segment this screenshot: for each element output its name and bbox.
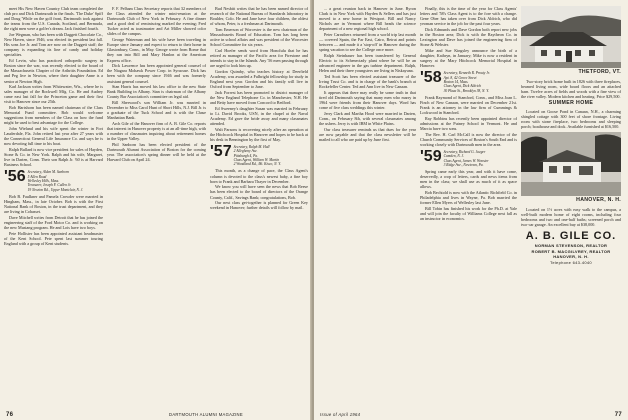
paragraph: Bob B. Faulkner and Pamela Crowder were married in Hingham, Mass., in late October. Bob is with the First National Bank of Boston, in the trust department, and they are living in Cohasset. [4,193,103,215]
left-page [0,0,312,420]
paragraph: Walt Parsons is recovering nicely after an operation at the Hitchcock Hospital in Hanover and hopes to be back at his desk in Bennington by the first of May. [210,126,308,142]
class-secretary [444,150,489,167]
class-year: '57 [210,143,232,160]
page-number: 76 [6,412,14,418]
paragraph: Dave Mitchell writes from Detroit that he has joined the engineering staff of the Ford Motor Co. and is working on the new Mustang program. He and Lois have two boys. [4,214,103,231]
paragraph: Peter Carruthers returned from a world trip last month — covered Spain, the Far East, Cairo, Beirut and points between — and made it a 'stop-off' in Hanover during the spring vacation to see the College once more. [319,32,416,53]
paragraph: John Wieland and his wife spent the winter in Fort Lauderdale, Fla. John retired last year after 27 years with the Connecticut General Life Insurance Co. and says he is now devoting full time to his boat. [4,126,103,147]
issue-date: Issue of April 1964 [320,412,361,417]
right-column-1 [319,6,416,406]
class-secretary [234,145,281,166]
firm-location: HANOVER, N. H. [553,254,589,260]
paragraph: Our class treasurer reminds us that dues for the year are now payable and that the class newsletter will be mailed to all who are paid up by June first. [319,126,416,142]
paragraph: Ted Scott has been elected assistant treasurer of the Irving Trust Co. and is in charge of the bank's branch at Rockefeller Center. Ted and Ann live in New Canaan. [319,74,416,90]
paragraph: Arch Gile of the Hanover firm of A. B. Gile Co. reports that interest in Hanover property is at an all-time high, with a number of classmates inquiring about retirement homes in the Upper Valley. [107,121,206,142]
left-footer [6,412,306,418]
paragraph: We know you will have seen the news that Bob Reese has been elected to the board of directors of the Orange County, Calif., Savings Bank; congratulations, Bob. [210,184,308,200]
paragraph: Tom Emerson of Worcester is the new chairman of the Massachusetts Board of Education. Tom has long been active in school affairs and was president of the Worcester School Committee for six years. [210,26,308,48]
class-secretary [28,170,84,191]
summer-home-title: SUMMER HOME [548,100,594,107]
treasurer-info: Treasurer, Joseph F. Cullen Jr. 19 Newton Rd., Upper Montclair, N. J. [27,183,84,192]
right-page [314,0,628,420]
paragraph: Jerry Clark and Martha Hood were married in Darien, Conn., on February 8th, with several classmates among the ushers. Jerry is with IBM in White Plains. [319,110,416,127]
agent-info: Class Agent, James W. Wooster 3 Ridge Ave., Newtown, Pa. [443,158,489,167]
paragraph: Ed Sweeney's daughter Susan was married in February to Lt. David Brooks, USN, in the chapel at the Naval Academy. Ed gave the bride away and many classmates attended. [210,105,308,127]
class-secretary [444,71,490,92]
paragraph: Mike and Sue Kingsley announce the birth of a daughter, Kathryn, in January; Mike is now a resident in surgery at the Mary Hitchcock Memorial Hospital in Hanover. [420,47,517,69]
hanover-house-photo [521,132,621,196]
left-column-2 [107,6,206,406]
class-year: '56 [4,168,26,186]
class-header-58 [420,71,517,92]
realtor-line: NORMAN STEVENSON, REALTOR [534,243,608,249]
class-year: '59 [420,147,442,165]
paragraph: Our next class get-together is planned for Green Key weekend in Hanover; further details will follow by mail. [210,200,308,211]
firm-name: A. B. GILE CO. [525,230,617,243]
agent-info: Class Agent, Dick Aldrich 30 Plaza St., Brooklyn 38, N. Y. [443,84,489,93]
paragraph: Bob Hartshorn has been named chairman of the Class Memorial Fund committee. Bob would welcome suggestions from members of the Class on how the fund might be used to best advantage for the College. [4,105,103,126]
right-column-2 [420,6,517,406]
paragraph: It appears that there may really be some truth in that tired old Dartmouth saying that many men who marry in 1964 were friends from their Hanover days. Word has come of five class weddings this winter. [319,89,416,111]
thetford-caption: THETFORD, VT. [578,69,621,75]
paragraph: Ed Levin, who has practiced orthopedic surgery in Boston since the war, was recently elected to the board of the Massachusetts Chapter of the Arthritis Foundation. Ed and Peg live in Newton, where their daughter Anne is a senior at Newton High. [4,58,103,84]
paragraph: Karl Jackson writes from Whitewater, Wis., where he is sales manager of the Rockwell Mfg. Co. He and Audrey came east last fall for the Princeton game and their first visit to Hanover since our 25th. [4,84,103,105]
agent-info: Class Agent, William W. Martin 2 Woodland Rd., Mt. Kisco, N. Y. [233,157,281,167]
paragraph: Spring came early this year, and with it have come, deservedly, a crop of letters, cards and news items from men in the class; we shall use as much of it as space allows. [420,169,517,190]
firm-phone: Telephone 643-4040 [550,259,592,265]
publication-title: DARTMOUTH ALUMNI MAGAZINE [169,412,243,417]
paragraph: Gordon Quimby, who teaches history at Deerfield Academy, was awarded a Fulbright fellowship for study in England next year. Gordon and his family will live in Oxford from September to June. [210,68,308,90]
listing-text: Located on 1½ acres with easy walk to the campus, a well-built modern home of eight rooms, including four bedrooms and two and one-half baths; screened porch and two-car garage. An excellent buy at $38,000. [521,207,621,228]
paragraph: Stan Harris has moved his law office to the new State Bank Building in Albany. Stan is chairman of the Albany County Bar Association's committee on legal aid. [107,84,206,100]
paragraph: George Waterman and his wife have been traveling in Europe since January and expect to return to their home in Glastonbury, Conn., in May. George wrote from Rome that they ran into Bill and Mary Hanlon at the American Express office. [107,37,206,63]
paragraph: Dick Lawrence has been appointed general counsel of the Niagara Mohawk Power Corp. in Syracuse. Dick has been with the company since 1946 and was formerly assistant general counsel. [107,63,206,84]
paragraph: F. F. Pelham Class Secretary reports that 32 members of the Class attended the winter mini-reunion at the Dartmouth Club of New York in February. A fine dinner and a good deal of reminiscing marked the evening; Fred Tucker acted as toastmaster and Art Miller showed color slides of the campus. [107,6,206,37]
thetford-house-photo [521,6,621,68]
paragraph: Bill Tobin has finished his work for the Ph.D. at Yale and will join the faculty of Williams College next fall as an instructor in economics. [420,205,517,222]
left-column-3 [210,6,308,406]
paragraph: ... a great reunion back in Hanover in June. Byron Clark is in New York with Hayden & Sellers and has just moved to a new home in Westport. Bill and Nancy Nichols are in Vermont where Bill heads the science department of a new regional high school. [319,6,416,32]
house-photo-image [521,6,621,68]
paragraph: Finally, this is the time of the year for Class Agents' letters and '58's Class Agent is to the fore with a change. Gene Ober has taken over from Dick Aldrich, who did yeoman service in the job for the past four years. [420,6,517,27]
paragraph: Frank Raymond of Stamford, Conn., and Miss Joan L. Finch of New Canaan, were married on December 21st. Frank is an attorney in the law firm of Cummings & Lockwood in Stamford. [420,94,517,116]
listing-text: Two-story brick home built in 1826 with three fireplaces, beamed living room, wide board floors and an attached barn. Twelve acres of fields and woods with a fine view of the river valley. Modern kitchen and heating. Price $29,500. [521,79,621,100]
realtor-ad [521,230,621,265]
paragraph: Carl Hoefer sends word from Honolulu that he has retired as manager of the Pacific area for Firestone and intends to stay in the Islands. Any '56 men passing through are urged to look him up. [210,47,308,69]
secretary-info: Secretary, Kenneth R. Prouty Jr. Apt. 8, 42 Grove Street Boston 14, Mass. [443,71,490,84]
paragraph: Ralph Bullard is now vice president for sales of Hayden, Stone & Co. in New York. Ralph and his wife, Margaret, live in Darien, Conn. Their son Ralph Jr. '60 is at Harvard Business School. [4,147,103,168]
paragraph: Jack Forrest has been promoted to district manager of the New England Telephone Co. in Manchester, N.H. He and Betty have moved from Concord to Bedford. [210,89,308,106]
secretary-info: Secretary, Alden M. Sanborn 5 Allen Road Wellesley Hills, Mass. [27,170,70,184]
secretary-info: Secretary, Richard G. Jaeger Camden, N. J. [443,149,486,159]
right-footer [320,412,622,418]
class-header-59 [420,147,517,167]
realtor-line: ROBERT B. MACGILVREY, REALTOR [531,248,611,254]
paragraph: Bob Bechtold is now with the Atlantic Richfield Co. in Philadelphia and lives in Wayne, Pa. Bob married the former Ellen Myers of Wellesley last June. [420,190,517,206]
secretary-info: Secretary, Ralph M. Hall 2 Allegheny Ave. Pittsburgh 4, Pa. [233,145,270,158]
house-photo-image [521,132,621,196]
paragraph: Dick Edmunds and Dave Gordon both report new jobs in the Boston area; Dick is with the Raytheon Co. in Lexington and Dave has joined the engineering firm of Stone & Webster. [420,26,517,48]
paragraph: Pete Hollister has been appointed assistant headmaster of the Kent School. Pete spent last summer touring England with a group of Kent students. [4,230,103,246]
real-estate-sidebar [521,6,621,406]
paragraph: Joe Wegman, who has been with Daggett Chocolate Co., New Haven, since 1946, was elected its president last fall. His sons Joe Jr. and Tom are now on the Daggett staff; the company is expanding its line of candy and holiday specialties. [4,32,103,58]
class-header-56 [4,170,103,191]
paragraph: Ray Robbins has recently been appointed director of admissions at the Putney School in Vermont. He and Marcia have two sons. [420,115,517,131]
paragraph: Ralph Steinhauer has been transferred by General Electric to its Schenectady plant where he will be an advanced engineer in the gas turbine department. Ralph, Helen and their three youngsters are living in Niskayuna. [319,53,416,74]
hanover-caption: HANOVER, N. H. [576,196,621,203]
paragraph: Bud Nesbitt writes that he has been named director of research of the National Bureau of Standards laboratory in Boulder, Colo. He and Jane have four children, the oldest of whom, Peter, is a freshman at Dartmouth. [210,6,308,27]
page-number: 77 [614,412,622,418]
class-header-57 [210,145,308,166]
listing-text: Located on Goose Pond in Canaan, N.H., a charming shingled cottage with 300 feet of shore frontage. Living room with stone fireplace, two bedrooms and sleeping porch; boathouse and dock. Available furnished at $16,500. [521,108,621,129]
class-year: '58 [420,69,442,87]
paragraph: Phil Sanborn has been elected president of the Dartmouth Alumni Association of Boston for the coming year. The association's spring dinner will be held at the Harvard Club on April 24. [107,142,206,163]
paragraph: The Rev. H. Carl McCall is now the director of the Church Community Services of Boston's South End and is working closely with Dartmouth men in the area. [420,131,517,147]
paragraph: This month, as a change of pace, the Class Agent's column is devoted to the class's newest baby, a fine boy born to Frank and Barbara Thayer in December. [210,168,308,184]
left-column-1 [4,6,103,406]
paragraph: meet His New Haven Country Club team completed the club pro and Dick Dartmouth in the finals. 'The Duke' Spiff and Doug 'While on the golf front, Dartmouth took against the teams from the U.S. Canada, Scotland, and Bermuda, the right men were a golfer's dream. Jack finished fourth. [4,6,103,32]
paragraph: Bill Sherwood's son William Jr. was married in December to Miss Carol Hunt of Short Hills, N.J. Bill Jr. is a graduate of the Tuck School and is with the Chase Manhattan Bank. [107,100,206,121]
